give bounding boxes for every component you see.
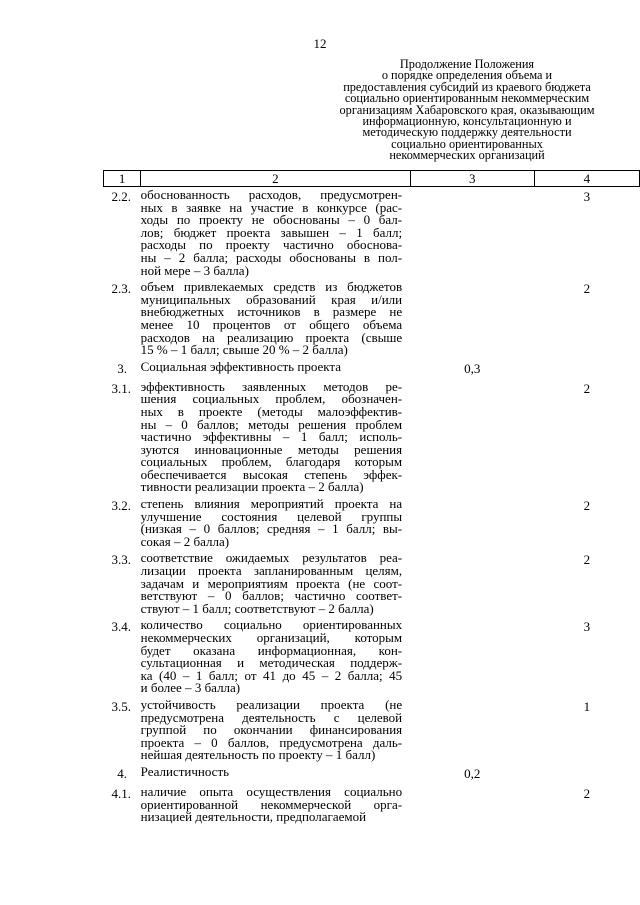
max-score: 2 [583, 380, 591, 396]
max-score: 2 [583, 552, 591, 568]
criterion-text [141, 619, 410, 699]
criterion-text [141, 281, 410, 361]
criterion-text [141, 187, 410, 282]
criterion-line: ветствуют – 0 баллов; частично соответ- [140, 588, 403, 604]
table-row [104, 552, 640, 619]
criterion-line: нейшая деятельность по проекту – 1 балл) [140, 747, 376, 763]
header-line: некоммерческих организаций [389, 148, 545, 163]
table-row [104, 381, 640, 498]
criterion-line: Реалистичность [140, 763, 230, 779]
criterion-line: шения социальных проблем, обозначен- [140, 391, 403, 407]
criteria-table [103, 170, 640, 828]
criterion-line: ориентированной некоммерческой орга- [140, 796, 403, 812]
table-row [104, 766, 640, 786]
weight-value [410, 699, 534, 766]
criterion-line: муниципальных образований края и/или [140, 291, 403, 307]
criterion-line: эффективность заявленных методов ре- [140, 378, 403, 394]
criterion-text [140, 378, 410, 498]
column-header: 4 [534, 171, 639, 187]
criterion-line: улучшение состояния целевой группы [140, 508, 403, 524]
criterion-line: некоммерческих организаций, которым [140, 630, 403, 645]
criterion-text [140, 763, 410, 786]
row-number: 4.1. [111, 785, 131, 801]
criterion-line: сокая – 2 балла) [140, 533, 230, 549]
criterion-line: тивности реализации проекта – 2 балла) [140, 479, 364, 495]
criterion-line: сультационная и методическая поддерж- [140, 655, 403, 671]
criterion-line: проекта – 0 баллов, предусмотрена даль- [140, 734, 403, 750]
weight-value: 0,3 [464, 360, 481, 376]
header-line: социально ориентированным некоммерческим [344, 91, 590, 106]
criterion-line: менее 10 процентов от общего объема [140, 316, 403, 332]
table-row [104, 281, 640, 361]
criterion-text [140, 783, 410, 828]
max-score: 1 [583, 698, 591, 714]
criterion-line: объем привлекаемых средств из бюджетов [140, 279, 403, 295]
max-score: 2 [583, 281, 591, 297]
criterion-line: лизации проекта запланированным целям, [140, 563, 403, 579]
criterion-line: ных в проекте (методы малоэффектив- [140, 403, 403, 419]
criterion-line: расходов на реализацию проекта (свыше [140, 329, 403, 345]
document-header [328, 59, 606, 162]
table-row [104, 619, 640, 699]
criterion-line: соответствие ожидаемых результатов реа- [140, 550, 403, 566]
criterion-line: частично эффективны – 1 балл; исполь- [140, 429, 403, 445]
row-number: 3.2. [111, 498, 131, 514]
criterion-text [140, 358, 410, 381]
column-header: 3 [410, 171, 534, 187]
criterion-line: лов; бюджет проекта завышен – 1 балл; [140, 224, 403, 240]
header-line: предоставления субсидий из краевого бюджета [343, 79, 591, 94]
criterion-line: Социальная эффективность проекта [140, 358, 341, 374]
weight-value [410, 619, 534, 699]
criterion-line: степень влияния мероприятий проекта на [140, 496, 403, 512]
criterion-line: предусмотрена деятельность с целевой [140, 709, 403, 725]
row-number: 3.1. [111, 380, 131, 396]
table-row [104, 786, 640, 828]
criterion-line: расходы по проекту частично обоснова- [140, 237, 403, 253]
max-score [534, 766, 639, 786]
header-line: информационную, консультационную и [362, 114, 572, 129]
header-title: Продолжение Положения [399, 57, 535, 71]
max-score: 3 [583, 619, 591, 635]
header-line: социально ориентированных [391, 136, 543, 151]
weight-value [410, 281, 534, 361]
row-number: 3.4. [111, 619, 131, 635]
criterion-line: ствуют – 1 балл; соответствуют – 2 балла) [140, 600, 374, 616]
header-line: организациям Хабаровского края, оказывающим [339, 102, 595, 117]
criterion-line: задачам и мероприятиям проекта (не соот- [140, 575, 403, 591]
page-number: 12 [313, 36, 327, 51]
row-number: 3. [117, 360, 127, 376]
weight-value [410, 381, 534, 498]
criterion-line: и более – 3 балла) [140, 680, 241, 696]
criterion-line: обоснованность расходов, предусмотрен- [140, 187, 403, 202]
criterion-line: социальных проблем, благодаря которым [140, 454, 403, 470]
criterion-line: количество социально ориентированных [140, 617, 403, 633]
row-number: 2.2. [111, 189, 131, 204]
criterion-text [141, 498, 410, 552]
criterion-line: ка (40 – 1 балл; от 41 до 45 – 2 балла; 45 [140, 667, 403, 683]
row-number: 2.3. [111, 281, 131, 297]
table-row [104, 187, 640, 282]
criterion-line: ны – 2 балла; расходы обоснованы в пол- [140, 249, 403, 265]
criterion-line: ходы по проекту не обоснованы – 0 бал- [140, 212, 403, 228]
weight-value [410, 786, 534, 828]
criterion-text [140, 696, 410, 766]
criterion-line: ных в заявке на участие в конкурсе (рас- [140, 199, 403, 215]
row-number: 3.5. [111, 698, 131, 714]
max-score: 2 [583, 498, 591, 514]
column-header: 2 [141, 171, 410, 187]
criterion-line: ной мере – 3 балла) [140, 262, 249, 278]
criterion-line: ны – 0 баллов; методы решения проблем [140, 416, 403, 432]
max-score: 2 [583, 785, 591, 801]
table-body [104, 187, 640, 828]
criterion-text [141, 552, 410, 619]
table-row [104, 498, 640, 552]
criterion-line: внебюджетных источников в размере не [140, 304, 403, 320]
row-number: 4. [117, 765, 127, 781]
table-row [104, 361, 640, 381]
criterion-line: (низкая – 0 баллов; средняя – 1 балл; вы- [140, 521, 403, 537]
max-score: 3 [583, 189, 591, 204]
weight-value [410, 498, 534, 552]
criterion-line: зуются инновационные методы решения [140, 441, 403, 457]
criterion-line: будет оказана информационная, кон- [140, 642, 403, 658]
column-header: 1 [104, 171, 141, 187]
max-score [534, 361, 639, 381]
header-line: методическую поддержку деятельности [362, 125, 572, 140]
criterion-line: устойчивость реализации проекта (не [140, 696, 403, 712]
weight-value: 0,2 [464, 765, 481, 781]
criterion-line: наличие опыта осуществления социально [140, 783, 403, 799]
table-row [104, 699, 640, 766]
criterion-line: группой по окончании финансирования [140, 722, 403, 738]
weight-value [410, 552, 534, 619]
table-header-row [104, 171, 640, 187]
criterion-line: обеспечивается высокая степень эффек- [140, 466, 403, 482]
row-number: 3.3. [111, 552, 131, 568]
criterion-line: 15 % – 1 балл; свыше 20 % – 2 балла) [140, 342, 348, 358]
weight-value [410, 187, 534, 282]
header-line: о порядке определения объема и [381, 68, 553, 83]
criterion-line: низацией деятельности, предполагаемой [140, 809, 367, 825]
